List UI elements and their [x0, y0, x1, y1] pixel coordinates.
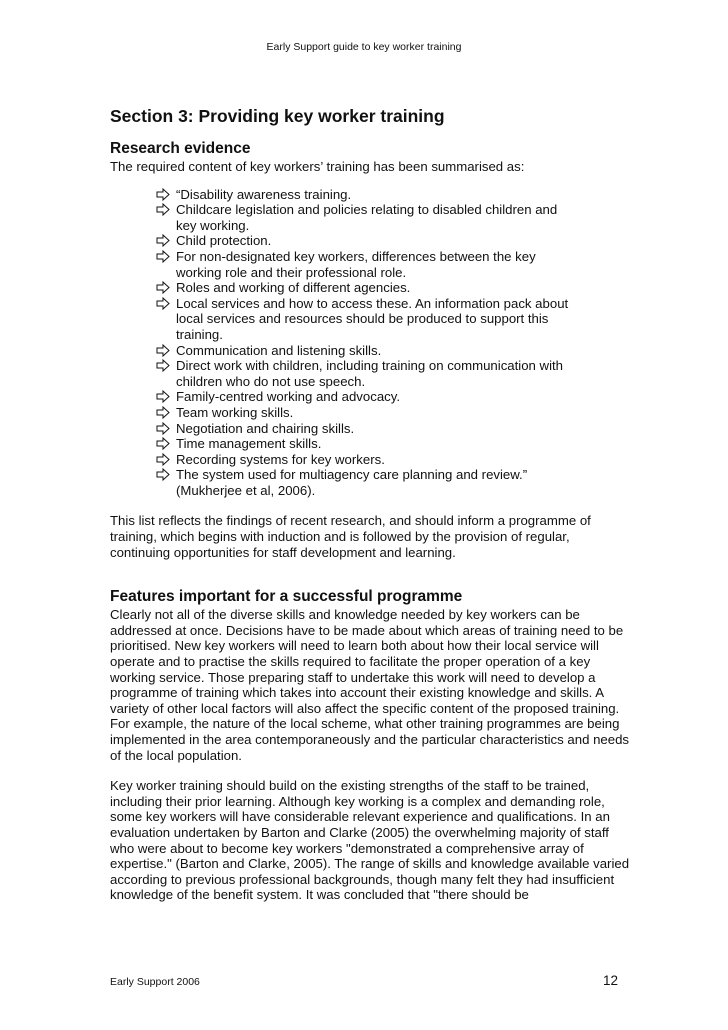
arrow-right-icon: [155, 389, 171, 404]
bullet-text: Local services and how to access these. An information pack about local services and resources should be produced to support this training.: [176, 295, 569, 342]
bullet-item: [155, 436, 576, 452]
features-heading: Features important for a successful programme: [110, 588, 463, 606]
arrow-right-icon: [155, 233, 171, 248]
bullet-item: [155, 343, 576, 359]
bullet-item: [155, 187, 576, 203]
arrow-right-icon: [155, 358, 171, 373]
bullet-text: “Disability awareness training.: [176, 186, 352, 202]
arrow-right-icon: [155, 421, 171, 436]
bullet-item: [155, 296, 576, 343]
bullet-text: Team working skills.: [176, 404, 294, 420]
bullet-text: For non-designated key workers, differences between the key working role and their professional role.: [176, 248, 536, 280]
bullet-text: Time management skills.: [176, 436, 322, 452]
arrow-right-icon: [155, 405, 171, 420]
arrow-right-icon: [155, 280, 171, 295]
bullet-item: [155, 202, 576, 233]
features-paragraph-1: Clearly not all of the diverse skills and knowledge needed by key workers can be addressed at once. Decisions have to be made about which areas of training need to be prioritised. New key workers will need to learn both about how their local service will operate and to practise the skills required to facilitate the proper operation of a key working service. Those preparing staff to undertake this work will need to develop a programme of training which takes into account their existing knowledge and skills. A variety of other local factors will also affect the specific content of the proposed training. For example, the nature of the local scheme, what other training programmes are being implemented in the area contemporaneously and the particular characteristics and needs of the local population.: [110, 607, 630, 763]
research-conclusion: This list reflects the findings of recent research, and should inform a programme of training, which begins with induction and is followed by the provision of regular, continuing opportunities for staff development and learning.: [110, 513, 591, 560]
research-heading: Research evidence: [110, 140, 251, 157]
bullet-text: Communication and listening skills.: [176, 342, 382, 358]
bullet-item: [155, 249, 576, 280]
arrow-right-icon: [155, 296, 171, 311]
bullet-text: The system used for multiagency care planning and review.” (Mukherjee et al, 2006).: [176, 467, 528, 498]
bullet-text: Family-centred working and advocacy.: [176, 389, 401, 405]
bullet-text: Direct work with children, including training on communication with children who do not use speech.: [176, 358, 564, 389]
bullet-text: Negotiation and chairing skills.: [176, 420, 355, 436]
arrow-right-icon: [155, 343, 171, 358]
footer-text: Early Support 2006: [110, 976, 200, 988]
bullet-item: [155, 233, 576, 249]
bullet-item: [155, 452, 576, 468]
features-paragraph-2: Key worker training should build on the existing strengths of the staff to be trained, including their prior learning. Although key working is a complex and demanding role, some key workers will have considerable relevant experience and qualifications. In an evaluation undertaken by Barton and Clarke (2005) the overwhelming majority of staff who were about to become key workers "demonstrated a comprehensive array of expertise." (Barton and Clarke, 2005). The range of skills and knowledge available varied according to previous professional backgrounds, though many felt they had insufficient knowledge of the benefit system. It was concluded that "there should be: [110, 778, 630, 903]
arrow-right-icon: [155, 187, 171, 202]
arrow-right-icon: [155, 467, 171, 482]
bullet-item: [155, 280, 576, 296]
section-title: Section 3: Providing key worker training: [110, 106, 445, 126]
bullet-item: [155, 421, 576, 437]
arrow-right-icon: [155, 452, 171, 467]
bullet-text: Recording systems for key workers.: [176, 451, 385, 467]
bullet-text: Childcare legislation and policies relating to disabled children and key working.: [176, 202, 558, 233]
bullet-item: [155, 358, 576, 389]
research-bullet-list: [110, 187, 630, 499]
arrow-right-icon: [155, 436, 171, 451]
research-intro: The required content of key workers’ training has been summarised as:: [110, 159, 525, 174]
page-number: 12: [602, 973, 618, 988]
arrow-right-icon: [155, 202, 171, 217]
bullet-text: Child protection.: [176, 233, 272, 249]
bullet-item: [155, 405, 576, 421]
bullet-text: Roles and working of different agencies.: [176, 280, 411, 296]
arrow-right-icon: [155, 249, 171, 264]
bullet-item: [155, 467, 576, 498]
bullet-item: [155, 389, 576, 405]
running-header: Early Support guide to key worker training: [266, 41, 462, 53]
page-content: [110, 105, 630, 903]
